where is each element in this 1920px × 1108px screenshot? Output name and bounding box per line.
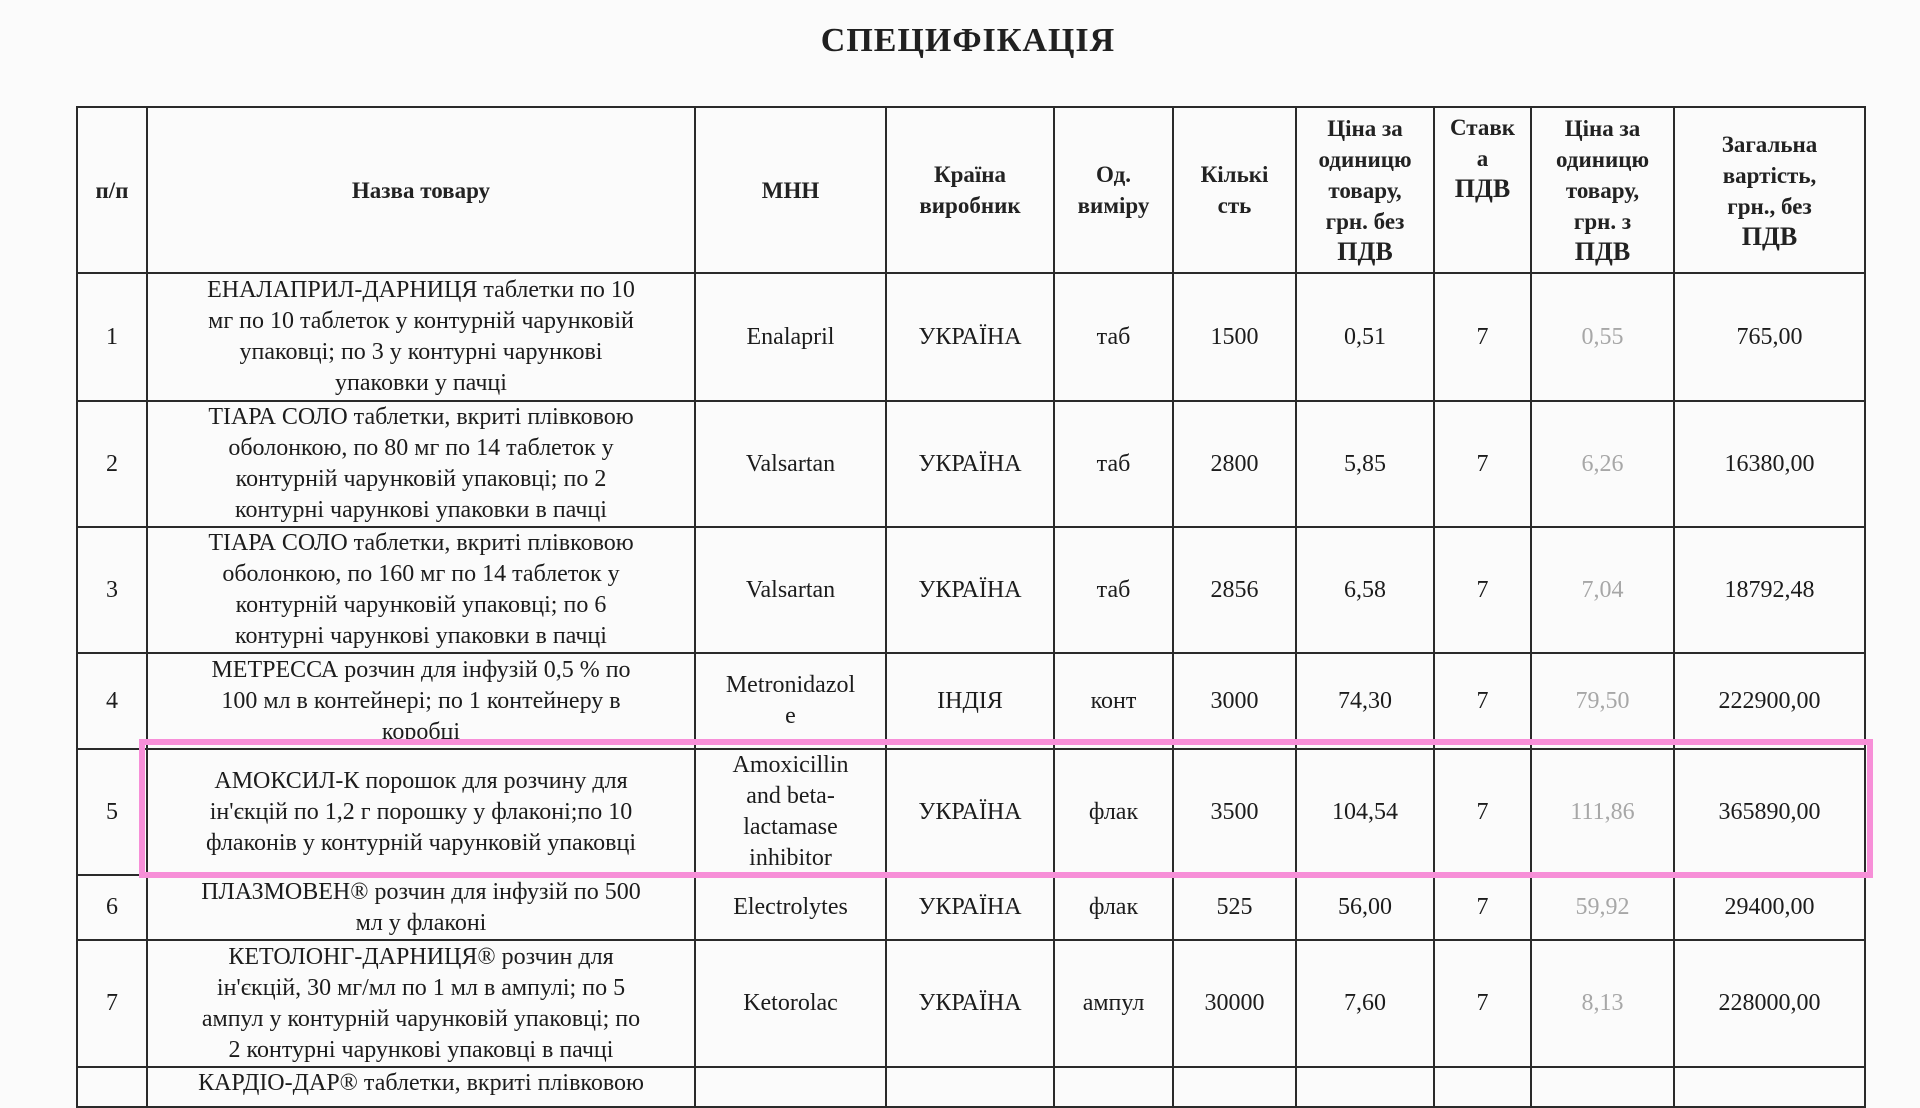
cell-name-line: ТІАРА СОЛО таблетки, вкриті плівковою — [208, 404, 634, 430]
header-row — [77, 107, 1865, 273]
cell-mnn-line: Valsartan — [745, 450, 836, 477]
cell-name-line: МЕТРЕССА розчин для інфузій 0,5 % по — [211, 656, 631, 683]
cell-name-line: упаковки у пачці — [335, 370, 507, 396]
cell-mnn — [695, 749, 886, 875]
cell-num: 1 — [77, 273, 147, 401]
header-vat-line: Ставк — [1449, 115, 1516, 140]
header-country-line: виробник — [919, 193, 1021, 218]
header-total-line: вартість, — [1722, 162, 1817, 188]
cell-price-vat: 0,55 — [1531, 273, 1674, 401]
header-unit — [1054, 107, 1173, 273]
cell-country: УКРАЇНА — [886, 940, 1054, 1067]
cell-price-vat: 7,04 — [1531, 527, 1674, 653]
cell-num: 3 — [77, 527, 147, 653]
cell-price-vat: 111,86 — [1531, 749, 1674, 875]
cell-country: УКРАЇНА — [886, 749, 1054, 875]
cell-country: УКРАЇНА — [886, 875, 1054, 940]
cell-unit: ампул — [1054, 940, 1173, 1067]
cell-name-line: ПЛАЗМОВЕН® розчин для інфузій по 500 — [201, 878, 641, 905]
cell-unit: таб — [1054, 273, 1173, 401]
header-price-line: ПДВ — [1337, 237, 1393, 266]
header-vat-line: ПДВ — [1454, 174, 1511, 203]
cell-qty: 2856 — [1173, 527, 1296, 653]
cell-unit: таб — [1054, 401, 1173, 527]
header-mnn: МНН — [695, 107, 886, 273]
cell-price — [1296, 1067, 1434, 1107]
header-total-line: грн., без — [1727, 193, 1812, 219]
header-total — [1674, 107, 1865, 273]
cell-name-line: мл у флаконі — [355, 909, 487, 936]
header-name: Назва товару — [147, 107, 695, 273]
cell-vat: 7 — [1434, 401, 1531, 527]
header-country-line: Країна — [933, 162, 1007, 187]
cell-name-line: ін'єкцій, 30 мг/мл по 1 мл в ампулі; по 5 — [216, 974, 626, 1001]
cell-total: 18792,48 — [1674, 527, 1865, 653]
cell-price: 104,54 — [1296, 749, 1434, 875]
header-total-line: Загальна — [1721, 131, 1818, 157]
cell-num: 6 — [77, 875, 147, 940]
cell-name-line: оболонкою, по 160 мг по 14 таблеток у — [222, 561, 620, 587]
cell-vat: 7 — [1434, 940, 1531, 1067]
table-row — [77, 401, 1865, 527]
cell-name — [147, 273, 695, 401]
cell-mnn-line: inhibitor — [749, 845, 832, 871]
cell-name-line: 100 мл в контейнері; по 1 контейнеру в — [221, 687, 621, 714]
cell-num: 7 — [77, 940, 147, 1067]
cell-price-vat — [1531, 1067, 1674, 1107]
cell-name — [147, 1067, 695, 1107]
cell-price-vat: 8,13 — [1531, 940, 1674, 1067]
cell-unit: конт — [1054, 653, 1173, 749]
cell-num: 2 — [77, 401, 147, 527]
cell-name-line: КЕТОЛОНГ-ДАРНИЦЯ® розчин для — [228, 943, 614, 970]
cell-name-line: флаконів у контурній чарунковій упаковці — [206, 829, 636, 856]
cell-name — [147, 749, 695, 875]
cell-name-line: мг по 10 таблеток у контурній чарунковій — [208, 308, 634, 334]
header-price-vat-line: Ціна за — [1564, 116, 1641, 141]
header-price-line: грн. без — [1325, 209, 1405, 234]
cell-qty: 1500 — [1173, 273, 1296, 401]
cell-mnn-line: Electrolytes — [733, 894, 848, 920]
header-country — [886, 107, 1054, 273]
cell-name-line: ін'єкцій по 1,2 г порошку у флаконі;по 10 — [209, 798, 633, 825]
cell-mnn — [695, 1067, 886, 1107]
cell-name — [147, 653, 695, 749]
cell-unit: таб — [1054, 527, 1173, 653]
header-price-vat-line: грн. з — [1573, 209, 1632, 234]
cell-name-line: контурній чарунковій упаковці; по 6 — [235, 592, 607, 618]
cell-qty — [1173, 1067, 1296, 1107]
table-row — [77, 653, 1865, 749]
cell-unit: флак — [1054, 749, 1173, 875]
cell-unit: флак — [1054, 875, 1173, 940]
header-qty-line: Кількі — [1200, 162, 1269, 187]
cell-mnn — [695, 273, 886, 401]
cell-total: 16380,00 — [1674, 401, 1865, 527]
cell-name — [147, 940, 695, 1067]
cell-name — [147, 875, 695, 940]
cell-name — [147, 401, 695, 527]
table-row — [77, 1067, 1865, 1107]
header-unit-line: Од. — [1096, 162, 1131, 187]
cell-total: 29400,00 — [1674, 875, 1865, 940]
cell-name-line: оболонкою, по 80 мг по 14 таблеток у — [228, 435, 614, 461]
header-price-vat-line: товару, — [1565, 178, 1640, 203]
header-qty-line: сть — [1217, 193, 1252, 218]
cell-country — [886, 1067, 1054, 1107]
cell-price: 74,30 — [1296, 653, 1434, 749]
cell-price: 7,60 — [1296, 940, 1434, 1067]
cell-qty: 525 — [1173, 875, 1296, 940]
cell-price: 6,58 — [1296, 527, 1434, 653]
cell-qty: 2800 — [1173, 401, 1296, 527]
cell-mnn-line: Amoxicillin — [732, 752, 849, 778]
cell-unit — [1054, 1067, 1173, 1107]
cell-name — [147, 527, 695, 653]
cell-name-line: ампул у контурній чарунковій упаковці; по — [201, 1005, 641, 1032]
cell-mnn-line: Ketorolac — [743, 990, 838, 1016]
cell-mnn-line: Metronidazol — [725, 672, 856, 698]
cell-total: 228000,00 — [1674, 940, 1865, 1067]
cell-price: 56,00 — [1296, 875, 1434, 940]
cell-mnn — [695, 940, 886, 1067]
cell-name-line: контурні чарункові упаковки в пачці — [235, 497, 607, 523]
header-price-line: одиницю — [1318, 147, 1412, 172]
cell-price-vat: 59,92 — [1531, 875, 1674, 940]
cell-total: 365890,00 — [1674, 749, 1865, 875]
cell-total — [1674, 1067, 1865, 1107]
cell-price-vat: 79,50 — [1531, 653, 1674, 749]
header-price-line: товару, — [1328, 178, 1402, 203]
cell-vat: 7 — [1434, 875, 1531, 940]
header-price-vat — [1531, 107, 1674, 273]
cell-price-vat: 6,26 — [1531, 401, 1674, 527]
cell-name-line: КАРДІО-ДАР® таблетки, вкриті плівковою — [198, 1070, 644, 1096]
cell-name-line: ЕНАЛАПРИЛ-ДАРНИЦЯ таблетки по 10 — [207, 277, 635, 303]
header-unit-line: виміру — [1077, 193, 1150, 218]
specification-table — [76, 106, 1866, 1108]
cell-vat: 7 — [1434, 653, 1531, 749]
cell-price: 5,85 — [1296, 401, 1434, 527]
cell-name-line: ТІАРА СОЛО таблетки, вкриті плівковою — [208, 530, 634, 556]
cell-vat — [1434, 1067, 1531, 1107]
cell-total: 765,00 — [1674, 273, 1865, 401]
cell-name-line: контурній чарунковій упаковці; по 2 — [235, 466, 607, 492]
cell-name-line: 2 контурні чарункові упаковці в пачці — [228, 1036, 614, 1063]
header-total-line: ПДВ — [1741, 221, 1798, 251]
cell-mnn-line: e — [785, 703, 796, 729]
table-row — [77, 875, 1865, 940]
table-row — [77, 940, 1865, 1067]
cell-mnn-line: lactamase — [743, 814, 838, 840]
cell-mnn-line: and beta- — [746, 783, 835, 809]
cell-mnn — [695, 401, 886, 527]
cell-mnn-line: Enalapril — [746, 323, 835, 350]
cell-country: УКРАЇНА — [886, 527, 1054, 653]
cell-country: ІНДІЯ — [886, 653, 1054, 749]
cell-num — [77, 1067, 147, 1107]
document-title: СПЕЦИФІКАЦІЯ — [820, 22, 1116, 59]
cell-mnn — [695, 875, 886, 940]
cell-mnn-line: Valsartan — [745, 576, 836, 603]
cell-name-line: контурні чарункові упаковки в пачці — [235, 623, 607, 649]
cell-country: УКРАЇНА — [886, 401, 1054, 527]
cell-num: 4 — [77, 653, 147, 749]
header-num: п/п — [77, 107, 147, 273]
cell-qty: 3000 — [1173, 653, 1296, 749]
table-row — [77, 749, 1865, 875]
cell-price: 0,51 — [1296, 273, 1434, 401]
header-vat-line: а — [1476, 146, 1489, 171]
cell-mnn — [695, 653, 886, 749]
header-price-line: Ціна за — [1327, 116, 1403, 141]
header-vat — [1434, 107, 1531, 273]
cell-vat: 7 — [1434, 527, 1531, 653]
header-price-vat-line: одиницю — [1555, 147, 1650, 172]
cell-vat: 7 — [1434, 273, 1531, 401]
cell-num: 5 — [77, 749, 147, 875]
cell-name-line: упаковці; по 3 у контурні чарункові — [239, 339, 603, 365]
cell-qty: 3500 — [1173, 749, 1296, 875]
cell-vat: 7 — [1434, 749, 1531, 875]
cell-country: УКРАЇНА — [886, 273, 1054, 401]
cell-mnn — [695, 527, 886, 653]
header-qty — [1173, 107, 1296, 273]
cell-qty: 30000 — [1173, 940, 1296, 1067]
cell-name-line: коробці — [381, 718, 461, 745]
table-row — [77, 527, 1865, 653]
header-price-vat-line: ПДВ — [1574, 237, 1631, 266]
cell-total: 222900,00 — [1674, 653, 1865, 749]
cell-name-line: АМОКСИЛ-К порошок для розчину для — [214, 767, 628, 794]
header-price — [1296, 107, 1434, 273]
table-row — [77, 273, 1865, 401]
